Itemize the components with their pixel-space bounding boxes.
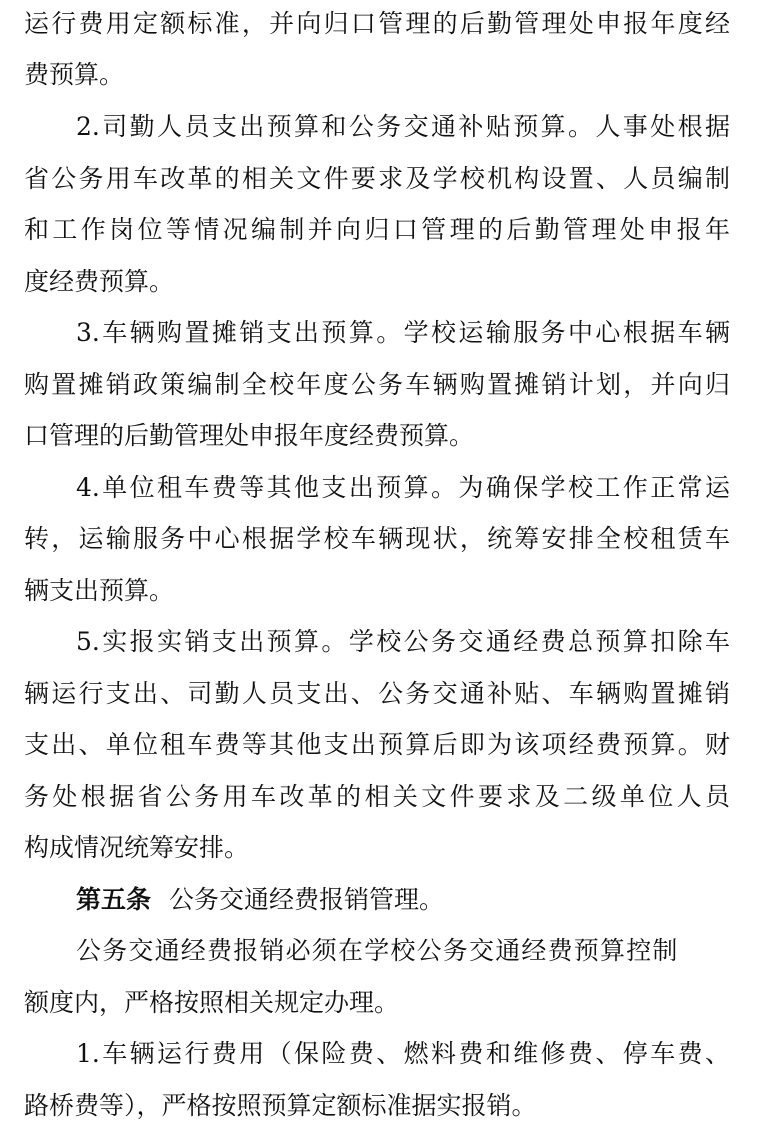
- text-line: 辆支出预算。: [24, 576, 175, 605]
- text-line: 3.车辆购置摊销支出预算。学校运输服务中心根据车辆: [76, 318, 730, 347]
- text-line: 度经费预算。: [24, 267, 175, 296]
- text-line: 4.单位租车费等其他支出预算。为确保学校工作正常运: [76, 473, 730, 502]
- text-line: 务处根据省公务用车改革的相关文件要求及二级单位人员: [24, 782, 730, 811]
- text-line: 省公务用车改革的相关文件要求及学校机构设置、人员编制: [24, 164, 730, 193]
- text-line: 费预算。: [24, 60, 125, 89]
- article-title: 公务交通经费报销管理。: [169, 885, 445, 914]
- text-line: 构成情况统筹安排。: [24, 833, 250, 862]
- article-heading: [76, 880, 730, 920]
- text-line: 和工作岗位等情况编制并向归口管理的后勤管理处申报年: [24, 215, 730, 244]
- article-label: 第五条: [76, 885, 152, 914]
- text-line: 运行费用定额标准，并向归口管理的后勤管理处申报年度经: [24, 9, 730, 38]
- text-line: 5.实报实销支出预算。学校公务交通经费总预算扣除车: [76, 627, 730, 656]
- text-line: 口管理的后勤管理处申报年度经费预算。: [24, 421, 475, 450]
- text-line: 额度内，严格按照相关规定办理。: [24, 988, 400, 1017]
- text-line: 2.司勤人员支出预算和公务交通补贴预算。人事处根据: [76, 112, 730, 141]
- text-line: 转，运输服务中心根据学校车辆现状，统筹安排全校租赁车: [24, 524, 730, 553]
- text-line: 购置摊销政策编制全校年度公务车辆购置摊销计划，并向归: [24, 370, 730, 399]
- text-line: 辆运行支出、司勤人员支出、公务交通补贴、车辆购置摊销: [24, 679, 730, 708]
- text-line: 公务交通经费报销必须在学校公务交通经费预算控制: [76, 936, 679, 965]
- text-line: 1.车辆运行费用（保险费、燃料费和维修费、停车费、: [76, 1039, 730, 1068]
- text-line: 支出、单位租车费等其他支出预算后即为该项经费预算。财: [24, 730, 730, 759]
- text-line: 路桥费等），严格按照预算定额标准据实报销。: [24, 1091, 537, 1120]
